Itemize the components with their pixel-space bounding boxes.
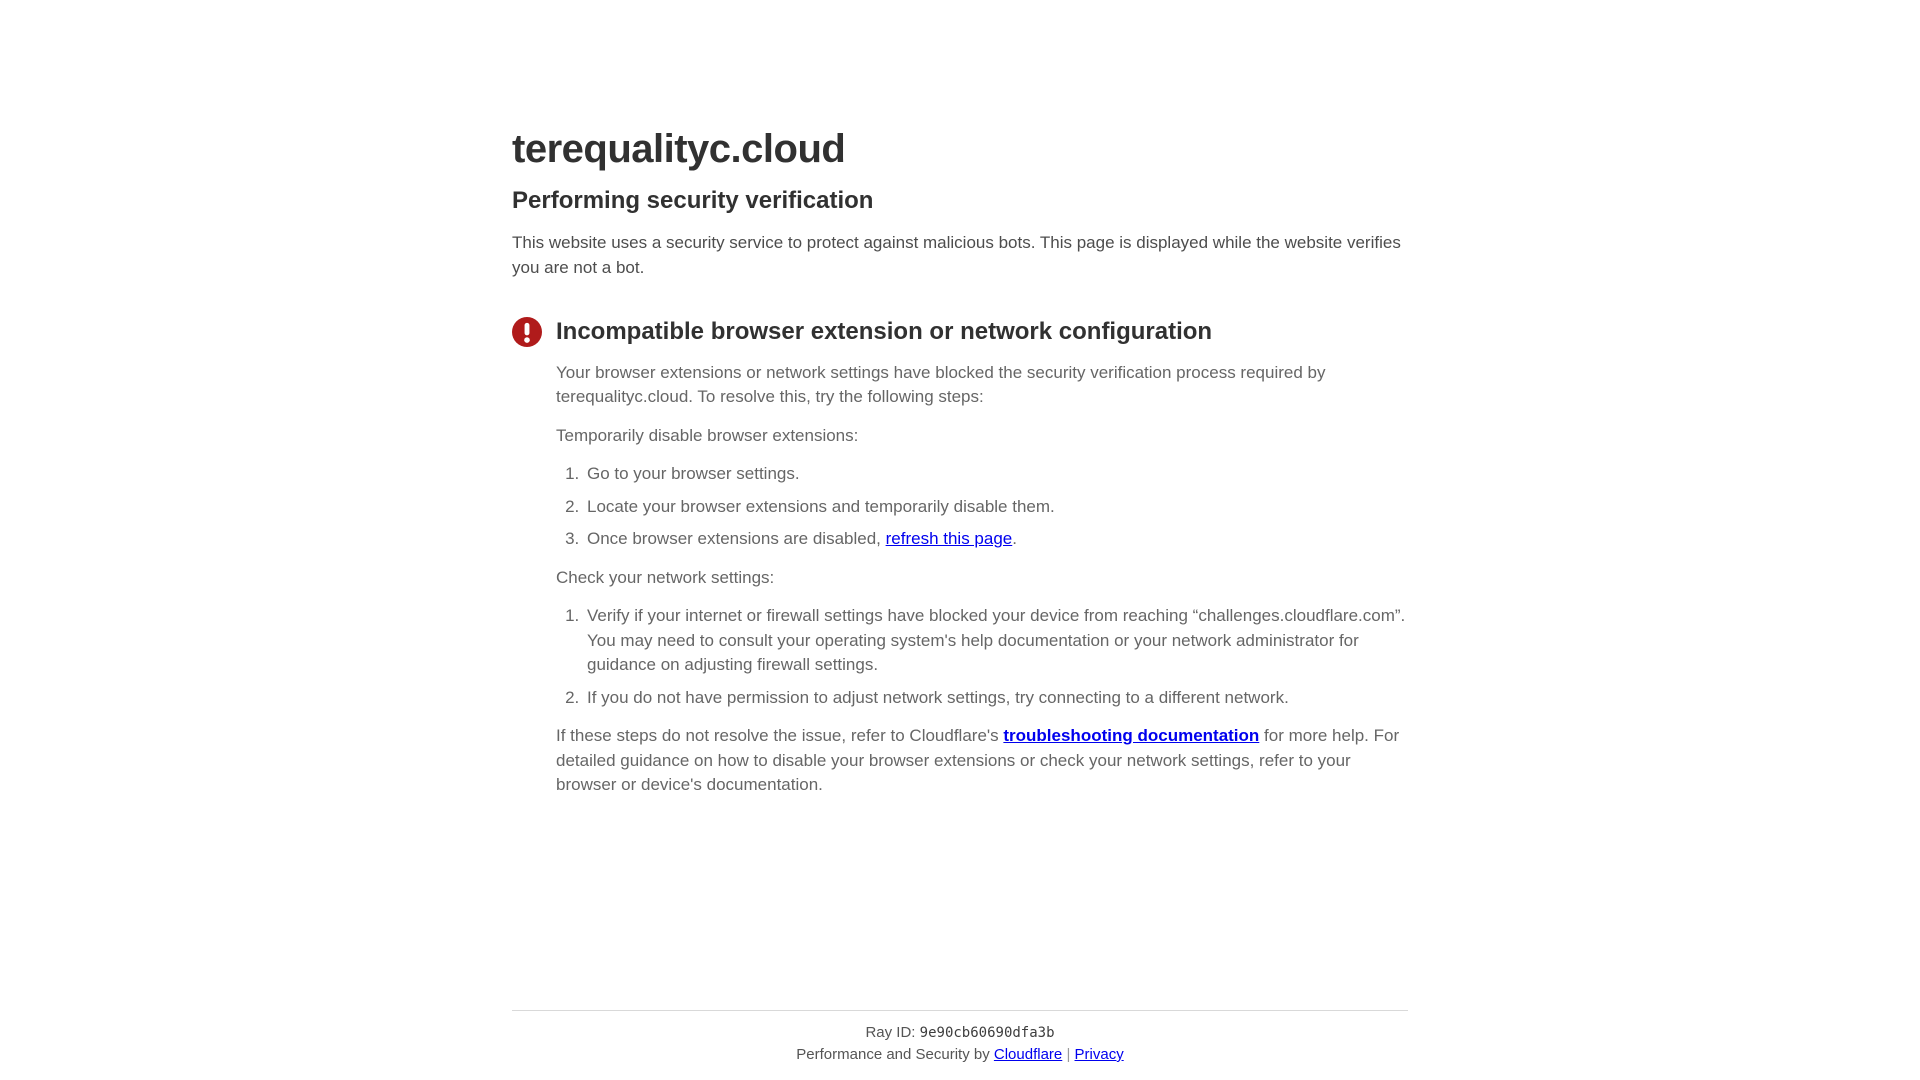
list-item: 1. Verify if your internet or firewall settings have blocked your device from reaching “challenges.cloudflare.com”. You may need to consult your operating system's help documentation or your network administrator for guidance on adjusting firewall settings.: [584, 604, 1408, 678]
network-steps-list: [556, 604, 1408, 710]
error-heading-label: Incompatible browser extension or network configuration: [556, 317, 1213, 345]
extensions-steps-list: [556, 462, 1408, 552]
network-intro: Check your network settings:: [556, 567, 775, 587]
extensions-intro: Temporarily disable browser extensions:: [556, 425, 859, 445]
exclamation-circle-icon: [512, 317, 542, 347]
main-content: [512, 0, 1408, 1010]
page-footer: [512, 1010, 1408, 1080]
subtitle: Performing security verification: [512, 187, 874, 214]
error-details-section: [556, 317, 1408, 798]
list-item: [584, 527, 1408, 552]
step-text: .: [1012, 529, 1017, 549]
ray-id-value: 9e90cb60690dfa3b: [919, 1025, 1055, 1041]
error-heading: [556, 317, 1408, 347]
troubleshooting-documentation-link[interactable]: troubleshooting documentation: [1003, 726, 1260, 746]
cloudflare-link[interactable]: Cloudflare: [993, 1046, 1063, 1063]
footer-separator: |: [1066, 1046, 1071, 1063]
list-item: 2. If you do not have permission to adjust network settings, try connecting to a different network.: [584, 686, 1408, 711]
ray-id-label: Ray ID:: [865, 1024, 920, 1041]
help-paragraph: [556, 724, 1408, 798]
error-description: Your browser extensions or network settings have blocked the security verification process required by terequalityc.cloud. To resolve this, try the following steps:: [556, 362, 1326, 407]
help-text: for more help. For detailed guidance on how to disable your browser extensions or check your network settings, refer to your browser or device's documentation.: [556, 726, 1400, 795]
performance-text: Performance and Security by: [796, 1046, 994, 1063]
refresh-page-link[interactable]: refresh this page: [885, 529, 1013, 549]
ray-id-line: [512, 1023, 1408, 1043]
step-text: Once browser extensions are disabled,: [587, 529, 886, 549]
list-item: 1. Go to your browser settings.: [584, 462, 1408, 487]
page-title: terequalityc.cloud: [512, 127, 846, 171]
challenge-page: [512, 0, 1408, 1080]
performance-line: [512, 1045, 1408, 1064]
intro-text: This website uses a security service to protect against malicious bots. This page is displayed while the website verifies you are not a bot.: [512, 232, 1401, 277]
help-text: If these steps do not resolve the issue, refer to Cloudflare's: [556, 726, 1004, 746]
privacy-link[interactable]: Privacy: [1074, 1046, 1124, 1063]
list-item: 2. Locate your browser extensions and temporarily disable them.: [584, 495, 1408, 520]
